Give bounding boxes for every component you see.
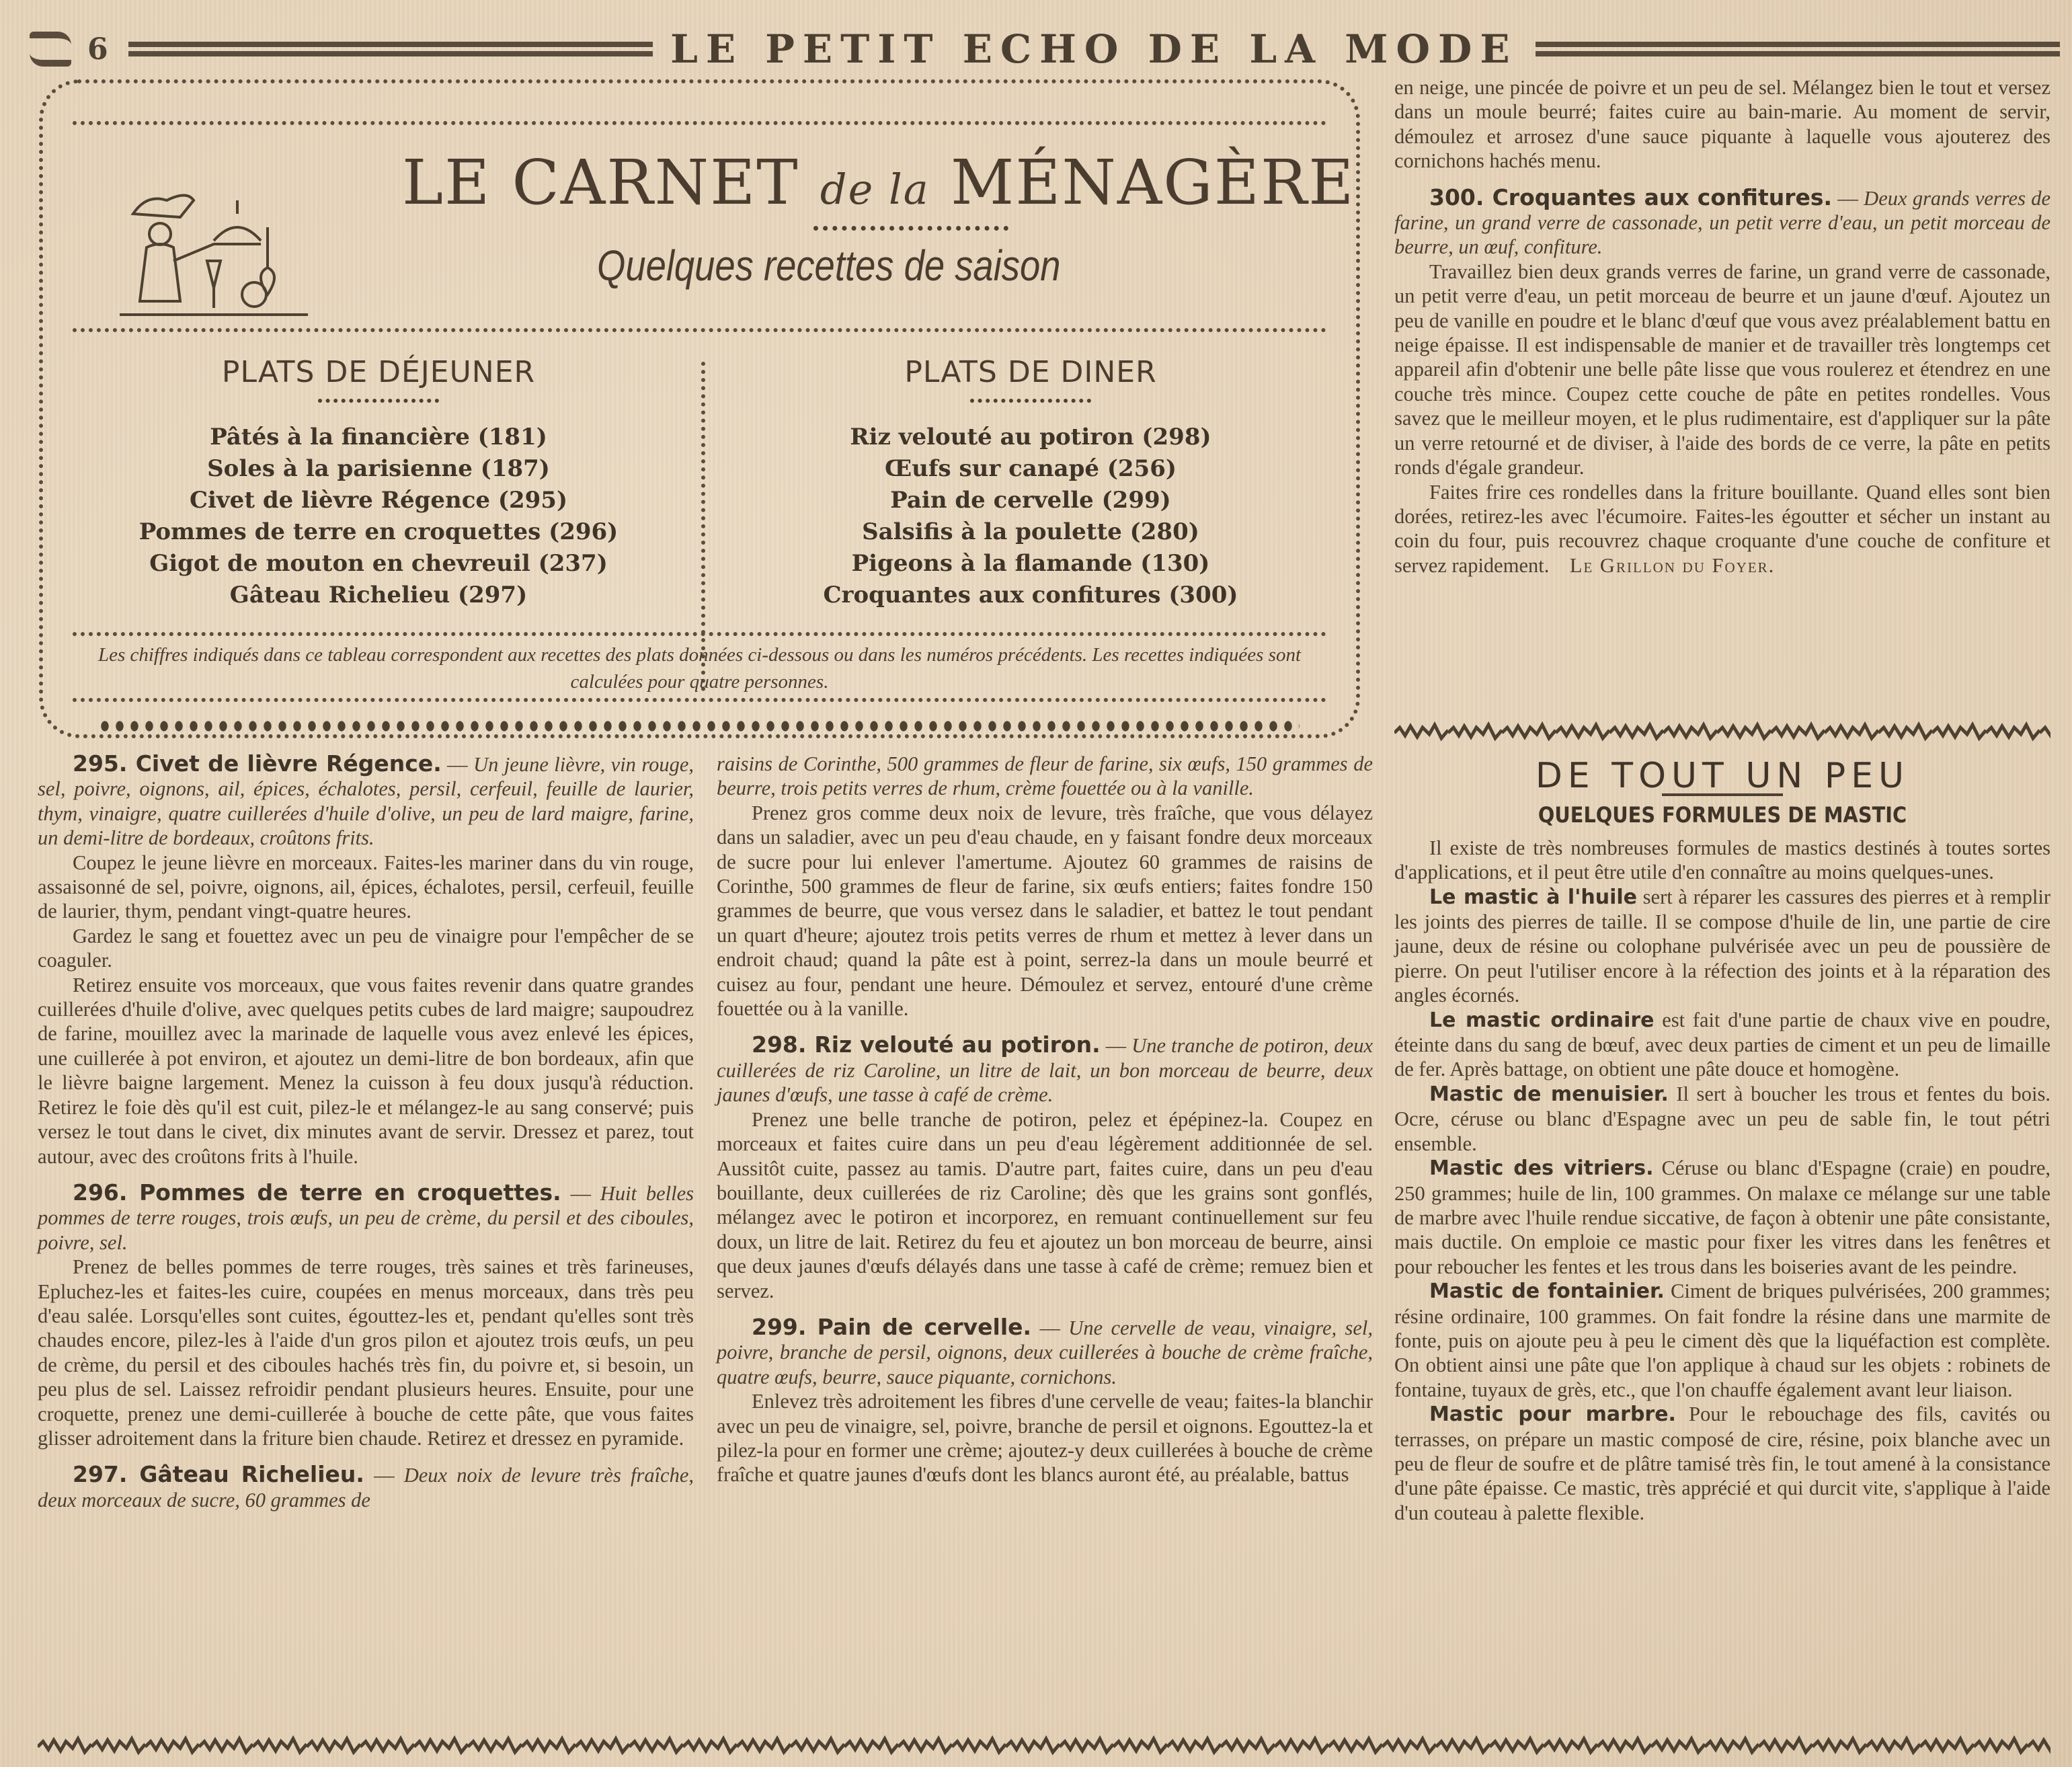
wavy-divider	[1394, 721, 2050, 742]
menu-item: Pain de cervelle (299)	[890, 487, 1171, 514]
menu-item: Salsifis à la poulette (280)	[862, 518, 1199, 545]
recipe-paragraph: Retirez ensuite vos morceaux, que vous faites revenir dans quatre grandes cuillerées d'huile d'olive, avec quelques petits cubes de lard maigre; saupoudrez de farine, mouillez avec la marinade de laquelle vous avez enlevé les épices, une cuillerée à pot environ, et ajoutez un demi-litre de bon bordeaux, afin que le lièvre baigne largement. Menez la cuisson à feu doux jusqu'à réduction. Retirez le foie dès qu'il est cuit, pilez-le et mélangez-le au sang conservé; puis versez le tout dans le civet, dix minutes avant de servir. Dressez et parez, tout autour, avec des croûtons frits à l'huile.	[38, 973, 694, 1168]
recipe-paragraph: Gardez le sang et fouettez avec un peu de vinaigre pour l'empêcher de se coaguler.	[38, 924, 694, 972]
mastic-term: Mastic des vitriers.	[1429, 1156, 1654, 1181]
mastic-term: Mastic de menuisier.	[1429, 1082, 1669, 1106]
mastic-entry: Mastic de fontainier. Ciment de briques pulvérisées, 200 grammes; résine ordinaire, 100 grammes. On fait fondre la résine dans une marmite de fonte, puis on ajoute peu à peu le ciment dès que la liquéfaction est complète. On obtient ainsi une pâte que l'on applique à chaud sur les objets : robinets de fontaine, tuyaux de grès, etc., que l'on chauffe également avant leur liaison.	[1394, 1280, 2050, 1401]
menu-item: Soles à la parisienne (187)	[207, 455, 550, 482]
section-title: DE TOUT UN PEU	[1535, 756, 1910, 796]
menu-item: Gigot de mouton en chevreuil (237)	[149, 550, 608, 577]
recipe-ingredients-continued: raisins de Corinthe, 500 grammes de fleur de farine, six œufs, 150 grammes de beurre, trois petits verres de rhum, crème fouettée ou à la vanille.	[717, 752, 1373, 800]
recipe-ingredients: Une cervelle de veau, vinaigre, sel, poivre, branche de persil, oignons, deux cuillerées à bouche de crème fraîche, quatre œufs, beurre, sauce piquante, cornichons.	[717, 1316, 1373, 1388]
menu-diner	[711, 355, 1350, 611]
carnet-title: LE CARNET de la MÉNAGÈRE	[402, 147, 1355, 219]
menu-item: Civet de lièvre Régence (295)	[189, 487, 568, 514]
recipe-ingredients: Deux noix de levure très fraîche, deux morceaux de sucre, 60 grammes de	[38, 1464, 694, 1511]
mastic-term: Mastic de fontainier.	[1429, 1280, 1665, 1304]
mastic-entry: Mastic de menuisier. Il sert à boucher les trous et fentes du bois. Ocre, céruse ou blanc d'Espagne avec un peu de sable fin, le tout pétri ensemble.	[1394, 1082, 2051, 1155]
column-right-top	[1394, 75, 2050, 578]
recipe-298-head: 298. Riz velouté au potiron. — Une tranche de potiron, deux cuillerées de riz Caroline, un litre de lait, un bon morceau de beurre, deux jaunes d'œufs, une tasse à café de crème.	[717, 1031, 1373, 1107]
recipe-title: 300. Croquantes aux confitures.	[1429, 184, 1833, 210]
menu-item: Croquantes aux confitures (300)	[823, 582, 1238, 608]
mastic-entry: Le mastic à l'huile sert à réparer les cassures des pierres et à remplir les joints des pierres de taille. Il se compose d'huile de lin, une partie de cire jaune, deux de résine ou colophane pulvérisée avec un peu de poussière de pierre. On peut l'utiliser encore à la réfection des joints et à la réparation des angles écornés.	[1394, 885, 2050, 1007]
column-left	[38, 752, 694, 1512]
menu-heading: PLATS DE DINER	[904, 355, 1157, 389]
recipe-paragraph-continued: en neige, une pincée de poivre et un peu de sel. Mélangez bien le tout et versez dans un moule beurré; faites cuire au bain-marie. Au moment de servir, démoulez et arrosez d'une sauce piquante à laquelle vous ajouterez des cornichons hachés menu.	[1394, 76, 2050, 173]
recipe-paragraph: Travaillez bien deux grands verres de farine, un grand verre de cassonade, un petit verre d'eau, un petit morceau de beurre et un jaune d'œuf. Ajoutez un peu de vanille en poudre et le blanc d'œuf que vous avez préalablement battu en neige épaisse. Il est indispensable de manier et de travailler très longtemps cet appareil afin d'obtenir une belle pâte lisse que vous roulerez et étendrez en une couche très mince. Coupez cette couche de pâte en petites rondelles. Vous savez que le meilleur moyen, et le plus rudimentaire, est d'appliquer sur la pâte un verre retourné et de diviser, à l'aide des bords de ce verre, la pâte en petits ronds d'égale grandeur.	[1394, 260, 2050, 479]
menu-item: Riz velouté au potiron (298)	[850, 424, 1211, 450]
carnet-subtitle: Quelques recettes de saison	[597, 241, 1061, 290]
menu-heading: PLATS DE DÉJEUNER	[221, 355, 536, 389]
menu-dejeuner	[59, 355, 698, 611]
cook-illustration-icon	[106, 187, 308, 321]
mastic-term: Le mastic à l'huile	[1429, 885, 1638, 909]
recipe-paragraph: Prenez de belles pommes de terre rouges, très saines et très farineuses, Epluchez-les et faites-les cuire, coupées en menus morceaux, dans très peu d'eau salée. Lorsqu'elles sont cuites, égouttez-les et, pendant qu'elles sont très chaudes encore, pilez-les à l'aide d'un gros pilon et ajoutez trois œufs, un peu de crème, du persil et des ciboules hachés très fin, du poivre et, si besoin, un peu plus de sel. Laissez refroidir pendant plusieurs heures. Ensuite, pour une croquette, prenez une demi-cuillerée à bouche de cette pâte, que vous faites glisser adroitement dans la friture bien chaude. Retirez et dressez en pyramide.	[38, 1255, 694, 1450]
intro-paragraph: Il existe de très nombreuses formules de mastics destinés à toutes sortes d'applications, et il peut être utile d'en connaître au moins quelques-unes.	[1394, 836, 2050, 884]
de-tout-un-peu-section	[1394, 753, 2050, 1525]
double-rule-left	[128, 42, 653, 56]
fleuron-ornament-icon	[30, 32, 71, 67]
double-rule-right	[1536, 42, 2060, 56]
dotted-band	[73, 121, 1326, 125]
author-signature: Le Grillon du Foyer.	[1569, 553, 1776, 577]
dotted-rule	[970, 399, 1091, 408]
recipe-299-head: 299. Pain de cervelle. — Une cervelle de veau, vinaigre, sel, poivre, branche de persil, oignons, deux cuillerées à bouche de crème fraîche, quatre œufs, beurre, sauce piquante, cornichons.	[717, 1313, 1373, 1388]
column-middle	[717, 752, 1373, 1487]
menu-item: Gâteau Richelieu (297)	[229, 582, 528, 608]
dotted-band	[73, 632, 1326, 636]
recipe-title: 297. Gâteau Richelieu.	[73, 1461, 364, 1488]
masthead	[30, 26, 2060, 73]
recipe-paragraph: Faites frire ces rondelles dans la friture bouillante. Quand elles sont bien dorées, retirez-les avec l'écumoire. Faites-les égoutter et sécher un instant au coin du four, puis recouvrez chaque croquante d'une couche de confiture et servez rapidement. Le Grillon du Foyer.	[1394, 480, 2050, 577]
bead-border	[99, 721, 1300, 732]
recipe-ingredients: Un jeune lièvre, vin rouge, sel, poivre, oignons, ail, épices, échalotes, persil, cerfeuil, feuille de laurier, thym, vinaigre, quatre cuillerées d'huile d'olive, un peu de lard maigre, farine, un demi-litre de bordeaux, croûtons frits.	[38, 753, 694, 850]
recipe-title: 295. Civet de lièvre Régence.	[73, 750, 442, 777]
recipe-paragraph: Prenez une belle tranche de potiron, pelez et épépinez-la. Coupez en morceaux et faites cuire dans un peu d'eau légèrement additionnée de sel. Aussitôt cuite, passez au tamis. D'autre part, faites cuire, dans un peu d'eau bouillante, deux cuillerées de riz Caroline; dès que les grains sont gonflés, mélangez avec le potiron et incorporez, en remuant continuellement sur feu doux, un litre de lait. Retirez du feu et ajoutez un bon morceau de beurre, ainsi que deux jaunes d'œufs délayés dans une tasse à café de crème; remuez bien et servez.	[717, 1107, 1373, 1302]
menu-item: Pommes de terre en croquettes (296)	[138, 518, 619, 545]
menu-item: Pigeons à la flamande (130)	[851, 550, 1210, 577]
menu-item: Œufs sur canapé (256)	[885, 455, 1177, 482]
mastic-entry: Le mastic ordinaire est fait d'une partie de chaux vive en poudre, éteinte dans du sang de bœuf, avec deux parties de ciment et un peu de limaille de fer. Après battage, on obtient une pâte douce et homogène.	[1394, 1008, 2050, 1081]
recipe-title: 299. Pain de cervelle.	[752, 1313, 1032, 1340]
carnet-box	[39, 79, 1360, 738]
publication-title: LE PETIT ECHO DE LA MODE	[670, 26, 1518, 72]
mastic-term: Le mastic ordinaire	[1429, 1008, 1655, 1032]
recipe-297-head: 297. Gâteau Richelieu. — Deux noix de levure très fraîche, deux morceaux de sucre, 60 grammes de	[38, 1461, 694, 1511]
section-subtitle: QUELQUES FORMULES DE MASTIC	[1538, 802, 1907, 828]
recipe-295-head: 295. Civet de lièvre Régence. — Un jeune lièvre, vin rouge, sel, poivre, oignons, ail, épices, échalotes, persil, cerfeuil, feuille de laurier, thym, vinaigre, quatre cuillerées d'huile d'olive, un peu de lard maigre, farine, un demi-litre de bordeaux, croûtons frits.	[38, 750, 694, 850]
dotted-rule	[813, 226, 1008, 239]
page-number: 6	[87, 32, 108, 67]
mastic-entry: Mastic des vitriers. Céruse ou blanc d'Espagne (craie) en poudre, 250 grammes; huile de lin, 100 grammes. On malaxe ce mélange sur une table de marbre avec l'huile rendue siccative, de façon à obtenir une pâte consistante, mais ductile. On emploie ce mastic pour fixer les vitres dans les fenêtres et pour reboucher les fentes et les trous dans les boiseries avant de les peindre.	[1394, 1156, 2050, 1278]
dotted-band	[73, 328, 1326, 332]
recipe-title: 296. Pommes de terre en croquettes.	[73, 1179, 561, 1206]
recipe-296-head: 296. Pommes de terre en croquettes. — Huit belles pommes de terre rouges, trois œufs, un peu de crème, du persil et des ciboules, poivre, sel.	[38, 1179, 694, 1254]
wavy-bottom-border	[38, 1735, 2050, 1756]
recipe-paragraph: Coupez le jeune lièvre en morceaux. Faites-les mariner dans du vin rouge, assaisonné de sel, poivre, oignons, ail, épices, échalotes, persil, cerfeuil, feuille de laurier, thym, pendant vingt-quatre heures.	[38, 851, 694, 923]
recipe-ingredients: Une tranche de potiron, deux cuillerées de riz Caroline, un litre de lait, un bon morceau de beurre, deux jaunes d'œufs, une tasse à café de crème.	[717, 1034, 1373, 1107]
recipe-paragraph: Enlevez très adroitement les fibres d'une cervelle de veau; faites-la blanchir avec un peu de vinaigre, sel, poivre, branche de persil et oignons. Egouttez-la et pilez-la pour en former une crème; ajoutez-y deux cuillerées à bouche de crème fraîche et quatre jaunes d'œufs dont les blancs auront été, au préalable, battus	[717, 1390, 1373, 1487]
recipe-ingredients: Huit belles pommes de terre rouges, trois œufs, un peu de crème, du persil et des ciboules, poivre, sel.	[38, 1181, 694, 1254]
recipe-title: 298. Riz velouté au potiron.	[752, 1031, 1101, 1058]
mastic-term: Mastic pour marbre.	[1429, 1403, 1676, 1427]
dotted-rule	[318, 399, 439, 408]
menu-item: Pâtés à la financière (181)	[210, 424, 547, 450]
recipe-300-head: 300. Croquantes aux confitures. — Deux grands verres de farine, un grand verre de cassonade, un petit verre d'eau, un petit morceau de beurre, un œuf, confiture.	[1394, 184, 2051, 259]
carnet-footnote: Les chiffres indiqués dans ce tableau correspondent aux recettes des plats données ci-dessous ou dans les numéros précédents. Les recettes indiquées sont calculées pour quatre personnes.	[97, 644, 1302, 693]
recipe-paragraph: Prenez gros comme deux noix de levure, très fraîche, que vous délayez dans un saladier, avec un peu d'eau chaude, en y faisant fondre deux morceaux de sucre pour lui enlever l'amertume. Ajoutez 60 grammes de raisins de Corinthe, 500 grammes de fleur de farine, six œufs entiers; faites fondre 150 grammes de beurre, que vous versez dans le saladier, et battez le tout pendant un quart d'heure; ajoutez trois petits verres de rhum et mettez à lever dans un endroit chaud; quand la pâte est à point, serrez-la dans un moule beurré et cuisez au four, pendant une heure. Démoulez et servez, entouré d'une crème fouettée ou à la vanille.	[717, 801, 1373, 1021]
dotted-band	[73, 698, 1326, 702]
mastic-entry: Mastic pour marbre. Pour le rebouchage des fils, cavités ou terrasses, on prépare un mastic composé de cire, résine, poix blanche avec un peu de fleur de soufre et de plâtre tamisé très fin, le tout amené à la consistance d'une pâte épaisse. Ce mastic, très apprécié et qui durcit vite, s'applique à l'aide d'un couteau à palette flexible.	[1394, 1403, 2050, 1524]
recipe-ingredients: Deux grands verres de farine, un grand verre de cassonade, un petit verre d'eau, un petit morceau de beurre, un œuf, confiture.	[1394, 186, 2051, 259]
